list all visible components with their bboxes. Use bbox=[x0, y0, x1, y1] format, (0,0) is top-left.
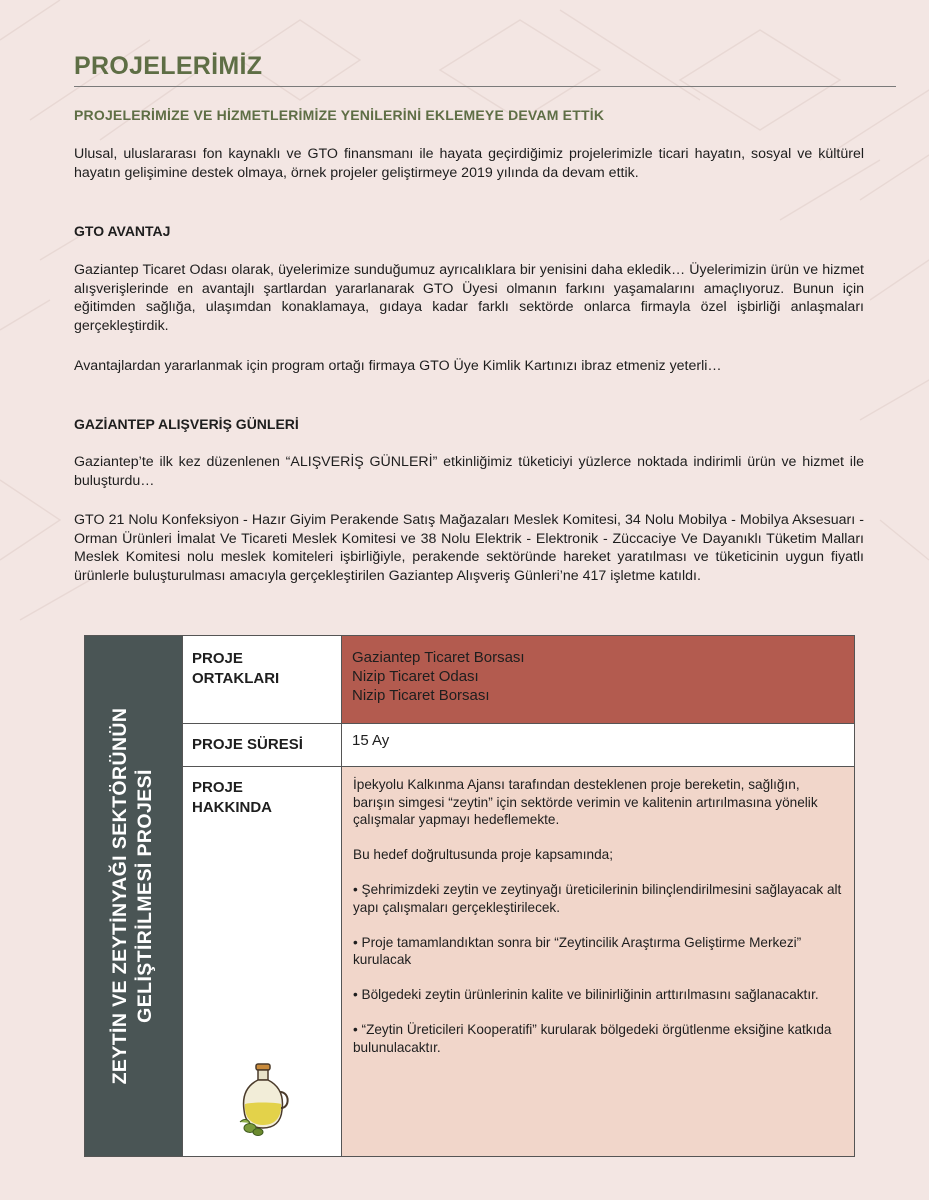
about-label bbox=[192, 778, 272, 818]
olive-oil-bottle-icon bbox=[236, 1062, 292, 1136]
partner-item: Nizip Ticaret Borsası bbox=[352, 687, 490, 704]
gto-avantaj-paragraph-1 bbox=[74, 261, 864, 335]
about-intro: İpekyolu Kalkınma Ajansı tarafından desteklenen proje bereketin, sağlığın, barışın simgesi “zeytin” için sektörde verimin ve kalitenin artırılmasına yönelik çalışmalar yapmayı hedeflemekte. bbox=[353, 777, 818, 827]
page-subtitle: PROJELERİMİZE VE HİZMETLERİMİZE YENİLERİNİ EKLEMEYE DEVAM ETTİK bbox=[74, 107, 605, 123]
gto-avantaj-heading-block bbox=[74, 222, 864, 241]
alisveris-paragraph-2 bbox=[74, 511, 864, 585]
about-bullet: • Proje tamamlandıktan sonra bir “Zeytincilik Araştırma Geliştirme Merkezi” kurulacak bbox=[353, 934, 802, 967]
partners-label-line-1: PROJE bbox=[192, 650, 243, 667]
about-scope: Bu hedef doğrultusunda proje kapsamında; bbox=[353, 847, 613, 862]
page-title: PROJELERİMİZ bbox=[74, 52, 263, 80]
alisveris-text-2: GTO 21 Nolu Konfeksiyon - Hazır Giyim Perakende Satış Mağazaları Meslek Komitesi, 34 Nolu Mobilya - Mobilya Aksesuarı - Orman Ürünleri İmalat Ve Ticareti Meslek Komitesi ve 38 Nolu Elektrik - Elektronik - Züccaciye Ve Dayanıklı Tüketim Malları Meslek Komitesi nolu meslek komiteleri işbirliğiyle, perakende sektöründe hareket yaratılması ve tüketicinin uygun fiyatlı ürünlerle buluşturulması amacıyla gerçekleştirilen Gaziantep Alışveriş Günleri’ne 417 işletme katıldı. bbox=[74, 512, 864, 584]
intro-text: Ulusal, uluslararası fon kaynaklı ve GTO finansmanı ile hayata geçirdiğimiz projelerimizle ticari hayatın, sosyal ve kültürel hayatın gelişimine destek olmaya, örnek projeler geliştirmeye 2019 yılında da devam ettik. bbox=[74, 146, 864, 181]
project-title-line-1: ZEYTİN VE ZEYTİNYAĞI SEKTÖRÜNÜN bbox=[109, 707, 131, 1085]
gto-avantaj-text-2: Avantajlardan yararlanmak için program ortağı firmaya GTO Üye Kimlik Kartınızı ibraz etmeniz yeterli… bbox=[74, 358, 722, 374]
partners-cell bbox=[342, 636, 854, 723]
about-bullet: • Şehrimizdeki zeytin ve zeytinyağı üreticilerinin bilinçlendirilmesini sağlayacak alt yapı çalışmaları gerçekleştirilecek. bbox=[353, 882, 842, 915]
column-divider bbox=[341, 636, 342, 1156]
alisveris-heading-block bbox=[74, 415, 864, 434]
gto-avantaj-paragraph-2 bbox=[74, 357, 864, 376]
gto-avantaj-heading: GTO AVANTAJ bbox=[74, 223, 171, 239]
duration-label: PROJE SÜRESİ bbox=[192, 736, 303, 753]
alisveris-text-1: Gaziantep’te ilk kez düzenlenen “ALIŞVERİŞ GÜNLERİ” etkinliğimiz tüketiciyi yüzlerce noktada indirimli ürün ve hizmet ile buluşturdu… bbox=[74, 454, 864, 489]
alisveris-paragraph-1 bbox=[74, 453, 864, 490]
gto-avantaj-text-1: Gaziantep Ticaret Odası olarak, üyelerimize sunduğumuz ayrıcalıklara bir yenisini daha ekledik… Üyelerimizin ürün ve hizmet alışverişlerinde en avantajlı şartlardan yararlanarak GTO Üyesi olmanın farkını yaşamalarını amaçlıyoruz. Bunun için eğitimden sağlığa, ulaşımdan konaklamaya, gıdaya kadar farklı sektörde onlarca firmayla özel işbirliği anlaşmaları gerçekleştirdik. bbox=[74, 262, 864, 334]
alisveris-heading: GAZİANTEP ALIŞVERİŞ GÜNLERİ bbox=[74, 416, 299, 432]
project-table bbox=[84, 635, 855, 1157]
partner-item: Gaziantep Ticaret Borsası bbox=[352, 649, 525, 666]
about-bullet: • Bölgedeki zeytin ürünlerinin kalite ve bilinirliğinin arttırılmasını sağlanacaktır. bbox=[353, 987, 819, 1002]
row-divider bbox=[182, 723, 854, 724]
duration-cell bbox=[342, 724, 854, 766]
duration-value: 15 Ay bbox=[352, 732, 390, 749]
about-label-line-2: HAKKINDA bbox=[192, 799, 272, 816]
project-side-band bbox=[85, 636, 182, 1156]
about-label-line-1: PROJE bbox=[192, 779, 243, 796]
title-divider bbox=[74, 86, 896, 87]
partners-label bbox=[192, 649, 279, 689]
about-cell bbox=[342, 767, 854, 1156]
intro-paragraph bbox=[74, 145, 864, 182]
partners-label-line-2: ORTAKLARI bbox=[192, 670, 280, 687]
about-bullet: • “Zeytin Üreticileri Kooperatifi” kurularak bölgedeki örgütlenme eksiğine katkıda bulunulacaktır. bbox=[353, 1022, 832, 1055]
partner-item: Nizip Ticaret Odası bbox=[352, 668, 479, 685]
project-title bbox=[108, 646, 158, 1146]
row-divider bbox=[182, 766, 854, 767]
project-title-line-2: GELİŞTİRİLMESİ PROJESİ bbox=[134, 769, 156, 1023]
